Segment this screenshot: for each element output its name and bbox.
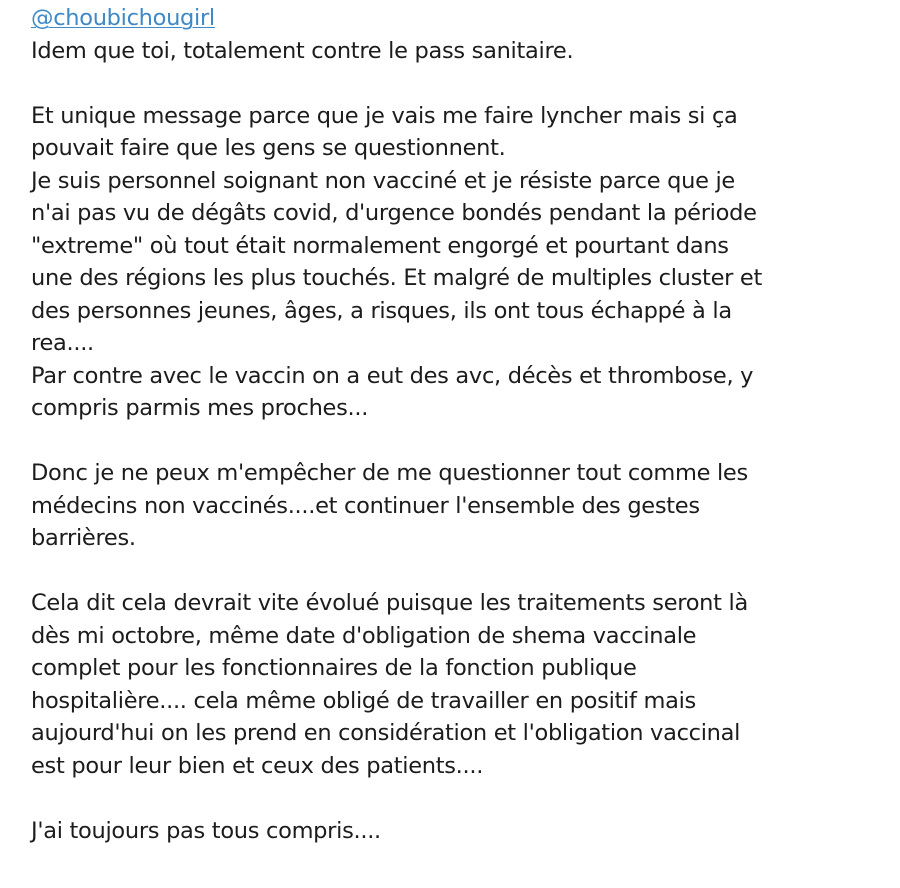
comment-line: aujourd'hui on les prend en considération et l'obligation vaccinal bbox=[31, 720, 741, 746]
comment-line: barrières. bbox=[31, 525, 136, 551]
comment-line bbox=[31, 782, 880, 815]
comment-line: "extreme" où tout était normalement engorgé et pourtant dans bbox=[31, 232, 729, 259]
comment-line: dès mi octobre, même date d'obligation de shema vaccinale bbox=[31, 622, 697, 649]
comment-line: pouvait faire que les gens se questionnent. bbox=[31, 135, 506, 161]
comment-line bbox=[31, 67, 880, 100]
user-mention-link[interactable]: @choubichougirl bbox=[31, 5, 215, 31]
comment-line: Et unique message parce que je vais me faire lyncher mais si ça bbox=[31, 102, 738, 129]
comment-line: Cela dit cela devrait vite évolué puisque les traitements seront là bbox=[31, 590, 748, 616]
comment-line: Par contre avec le vaccin on a eut des avc, décès et thrombose, y bbox=[31, 362, 754, 389]
comment-line: est pour leur bien et ceux des patients.... bbox=[31, 752, 484, 779]
comment-line: complet pour les fonctionnaires de la fonction publique bbox=[31, 655, 637, 681]
comment-line: des personnes jeunes, âges, a risques, ils ont tous échappé à la bbox=[31, 297, 732, 324]
comment-line: n'ai pas vu de dégâts covid, d'urgence bondés pendant la période bbox=[31, 200, 757, 226]
comment-line bbox=[31, 555, 880, 588]
comment-line: une des régions les plus touchés. Et malgré de multiples cluster et bbox=[31, 265, 762, 291]
comment-line: J'ai toujours pas tous compris.... bbox=[31, 817, 381, 844]
comment-line bbox=[31, 425, 880, 458]
comment-line: Donc je ne peux m'empêcher de me questionner tout comme les bbox=[31, 460, 748, 486]
comment-line: Je suis personnel soignant non vacciné et je résiste parce que je bbox=[31, 167, 735, 194]
comment-line: Idem que toi, totalement contre le pass sanitaire. bbox=[31, 37, 574, 64]
comment-line: hospitalière.... cela même obligé de travailler en positif mais bbox=[31, 687, 696, 714]
comment-line: médecins non vaccinés....et continuer l'ensemble des gestes bbox=[31, 492, 700, 519]
comment-line: rea.... bbox=[31, 330, 94, 356]
comment-line: compris parmis mes proches... bbox=[31, 395, 369, 421]
